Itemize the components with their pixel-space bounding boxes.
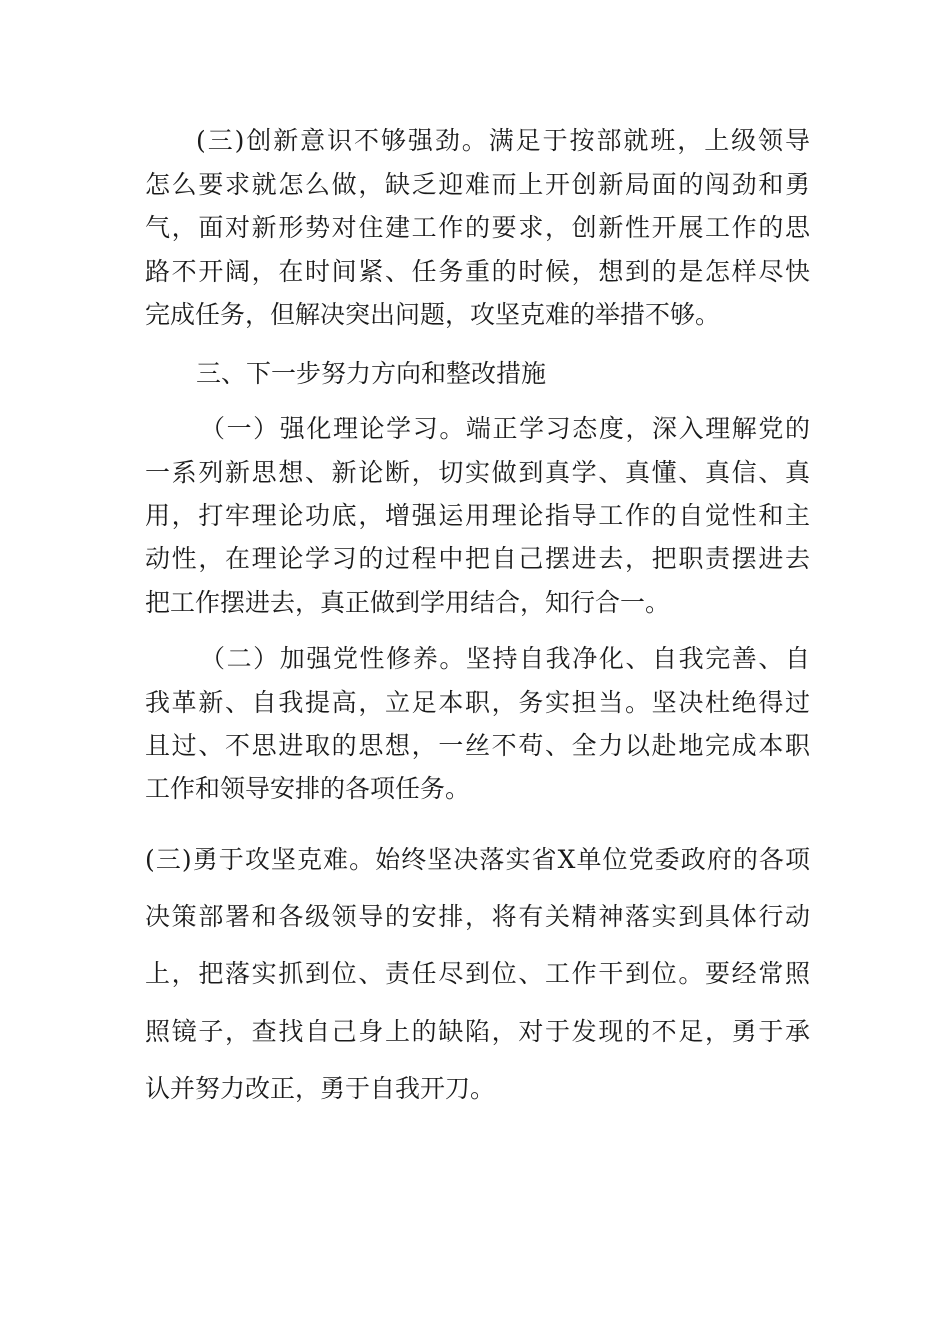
paragraph-1-line-2: 怎么要求就怎么做，缺乏迎难而上开创新局面的闯劲和勇 [145,170,810,199]
paragraph-3-line-4: 工作和领导安排的各项任务。 [145,774,471,803]
paragraph-3-line-3: 且过、不思进取的思想，一丝不苟、全力以赴地完成本职 [145,731,810,760]
paragraph-4-line-3: 上，把落实抓到位、责任尽到位、工作干到位。要经常照 [145,959,810,988]
paragraph-1-line-4: 路不开阔，在时间紧、任务重的时候，想到的是怎样尽快 [145,257,810,286]
paragraph-3-line-2: 我革新、自我提高，立足本职，务实担当。坚决杜绝得过 [145,688,810,717]
paragraph-2-line-5: 把工作摆进去，真正做到学用结合，知行合一。 [145,588,671,617]
paragraph-4-line-4: 照镜子，查找自己身上的缺陷，对于发现的不足，勇于承 [145,1017,810,1046]
paragraph-1-line-5: 完成任务，但解决突出问题，攻坚克难的举措不够。 [145,300,721,329]
paragraph-2-line-3: 用，打牢理论功底，增强运用理论指导工作的自觉性和主 [145,501,810,530]
paragraph-2-line-4: 动性，在理论学习的过程中把自己摆进去，把职责摆进去 [145,544,810,573]
paragraph-1-line-1: (三)创新意识不够强劲。满足于按部就班，上级领导 [196,126,810,155]
paragraph-1-line-3: 气，面对新形势对住建工作的要求，创新性开展工作的思 [145,213,810,242]
paragraph-3-line-1: （二）加强党性修养。坚持自我净化、自我完善、自 [200,644,810,673]
paragraph-4-line-2: 决策部署和各级领导的安排，将有关精神落实到具体行动 [145,902,810,931]
paragraph-4-line-5: 认并努力改正，勇于自我开刀。 [145,1074,496,1103]
paragraph-2-line-1: （一）强化理论学习。端正学习态度，深入理解党的 [200,414,810,443]
paragraph-4-line-1: (三)勇于攻坚克难。始终坚决落实省X单位党委政府的各项 [145,845,810,874]
paragraph-2-line-2: 一系列新思想、新论断，切实做到真学、真懂、真信、真 [145,458,810,487]
section-heading: 三、下一步努力方向和整改措施 [196,359,547,388]
